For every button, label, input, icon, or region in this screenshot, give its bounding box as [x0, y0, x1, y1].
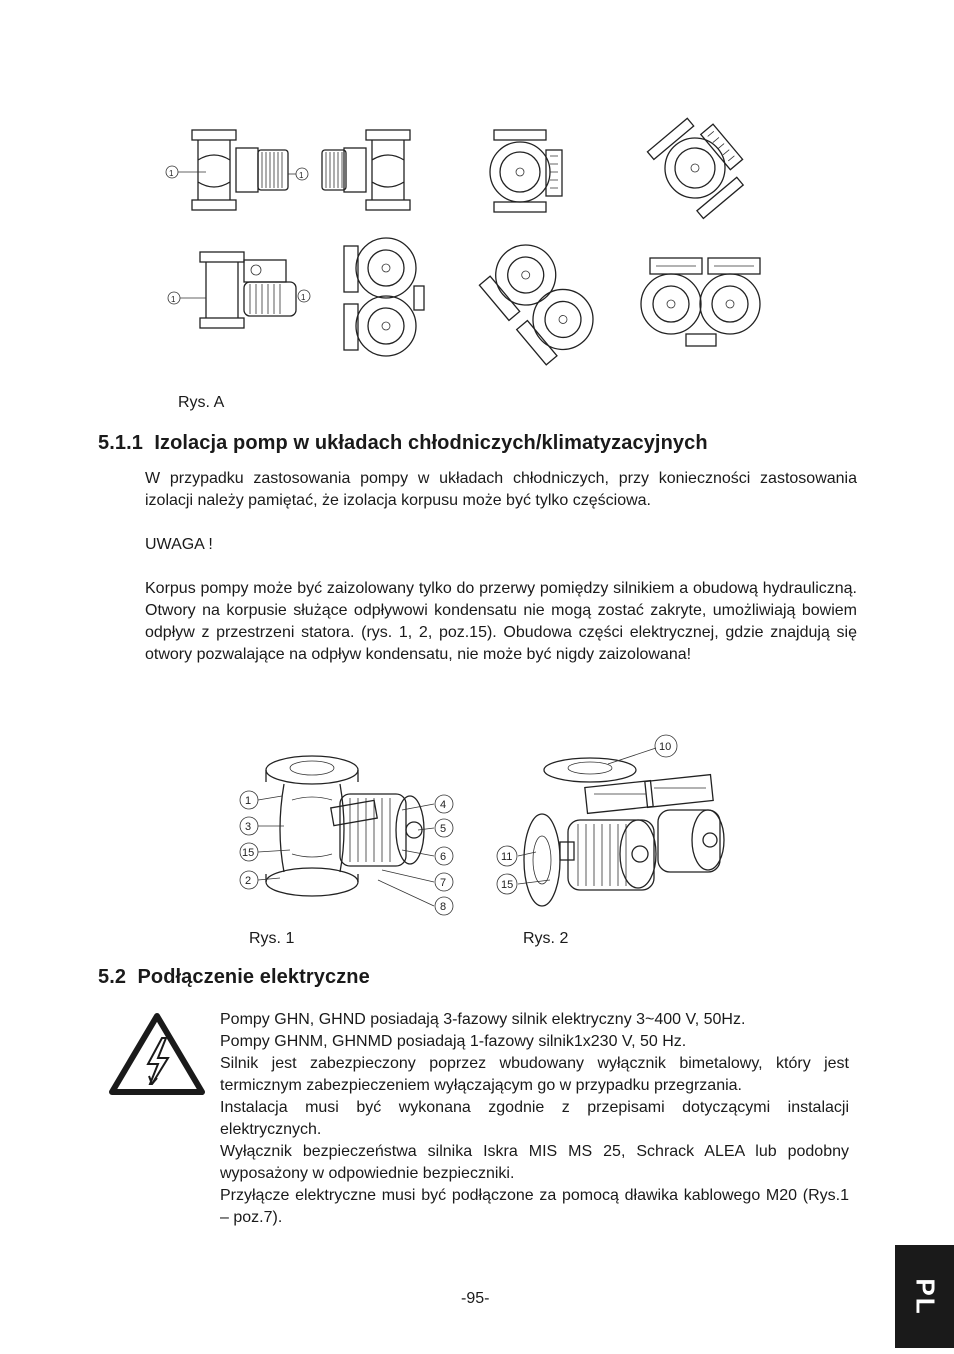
svg-text:15: 15 — [501, 879, 514, 891]
fig2-callout-11 — [497, 846, 517, 866]
svg-text:7: 7 — [440, 877, 447, 889]
section-52-line-2: Pompy GHNM, GHNMD posiadają 1-fazowy silnik1x230 V, 50 Hz. — [220, 1033, 687, 1050]
fig1-callout-5 — [435, 819, 453, 837]
svg-text:8: 8 — [440, 901, 447, 913]
fig1-callout-6 — [435, 847, 453, 865]
fig1-callout-4 — [435, 795, 453, 813]
fig2-callout-10 — [655, 735, 677, 757]
section-511-number: 5.1.1 — [98, 432, 143, 454]
svg-text:1: 1 — [245, 795, 252, 807]
svg-text:3: 3 — [245, 821, 252, 833]
section-511-para1: W przypadku zastosowania pompy w układach chłodniczych, przy konieczności zastosowania izolacji należy pamiętać, że izolacja korpusu może być tylko częściowa. — [145, 470, 857, 509]
fig1-callout-1 — [240, 791, 258, 809]
section-52-line-4: Instalacja musi być wykonana zgodnie z przepisami dotyczącymi instalacji elektrycznych. — [220, 1099, 849, 1138]
pump-side-view-2 — [322, 130, 410, 210]
svg-text:1: 1 — [169, 169, 174, 178]
pump-front-view-rotated — [644, 108, 755, 221]
svg-text:2: 2 — [245, 875, 252, 887]
figure-1-caption: Rys. 1 — [249, 930, 295, 947]
section-52-line-3: Silnik jest zabezpieczony poprzez wbudowany wyłącznik bimetalowy, który jest termicznym zabezpieczeniem wyłączającym go w przypadku przegrzania. — [220, 1055, 849, 1094]
section-511-body — [145, 468, 857, 666]
svg-text:5: 5 — [440, 823, 447, 835]
twin-pump-vertical — [344, 238, 424, 356]
figure-2-drawing — [490, 730, 750, 920]
section-52-line-6: Przyłącze elektryczne musi być podłączone za pomocą dławika kablowego M20 (Rys.1 – poz.7). — [220, 1187, 849, 1226]
figure-2-caption: Rys. 2 — [523, 930, 569, 947]
twin-pump-horizontal — [641, 258, 760, 346]
language-tab-label: PL — [910, 1277, 940, 1316]
fig1-callout-15 — [240, 843, 258, 861]
page-number: -95- — [461, 1290, 490, 1307]
svg-text:15: 15 — [242, 847, 255, 859]
svg-text:1: 1 — [171, 295, 176, 304]
figure-a-caption: Rys. A — [178, 394, 225, 411]
section-511-warning: UWAGA ! — [145, 536, 213, 553]
section-52-heading — [98, 966, 370, 989]
section-52-number: 5.2 — [98, 966, 127, 988]
fig1-callout-7 — [435, 873, 453, 891]
svg-text:10: 10 — [659, 741, 672, 753]
twin-pump-rotated — [474, 233, 605, 370]
fig1-callout-3 — [240, 817, 258, 835]
section-52-line-1: Pompy GHN, GHND posiadają 3-fazowy silnik elektryczny 3~400 V, 50Hz. — [220, 1011, 746, 1028]
pump-front-view-1 — [490, 130, 562, 212]
high-voltage-warning-icon — [108, 1012, 206, 1096]
fig2-callout-15 — [497, 874, 517, 894]
svg-text:6: 6 — [440, 851, 447, 863]
pump-side-view-3 — [168, 252, 310, 328]
fig1-callout-8 — [435, 897, 453, 915]
svg-text:1: 1 — [299, 171, 304, 180]
svg-text:4: 4 — [440, 799, 447, 811]
section-511-heading — [98, 432, 708, 455]
figure-1-drawing — [232, 730, 462, 920]
svg-text:11: 11 — [501, 851, 513, 863]
figure-a-drawings — [0, 0, 954, 390]
language-tab — [895, 1245, 954, 1348]
section-511-para2: Korpus pompy może być zaizolowany tylko do przerwy pomiędzy silnikiem a obudową hydrauliczną. Otwory na korpusie służące odpływowi kondensatu nie mogą zostać zakryte, umożliwiają bowiem odpływ z przestrzeni statora. (rys. 1, 2, poz.15). Obudowa części elektrycznej, gdzie znajdują się otwory pozwalające na odpływ kondensatu, nie może być nigdy zaizolowana! — [145, 580, 857, 663]
fig1-callout-2 — [240, 871, 258, 889]
svg-text:1: 1 — [301, 293, 306, 302]
section-511-title: Izolacja pomp w układach chłodniczych/klimatyzacyjnych — [154, 432, 708, 454]
section-52-body — [220, 1009, 849, 1229]
section-52-title: Podłączenie elektryczne — [137, 966, 370, 988]
section-52-line-5: Wyłącznik bezpieczeństwa silnika Iskra MIS MS 25, Schrack ALEA lub podobny wyposażony w odpowiednie bezpieczniki. — [220, 1143, 849, 1182]
pump-side-view-1 — [166, 130, 308, 210]
